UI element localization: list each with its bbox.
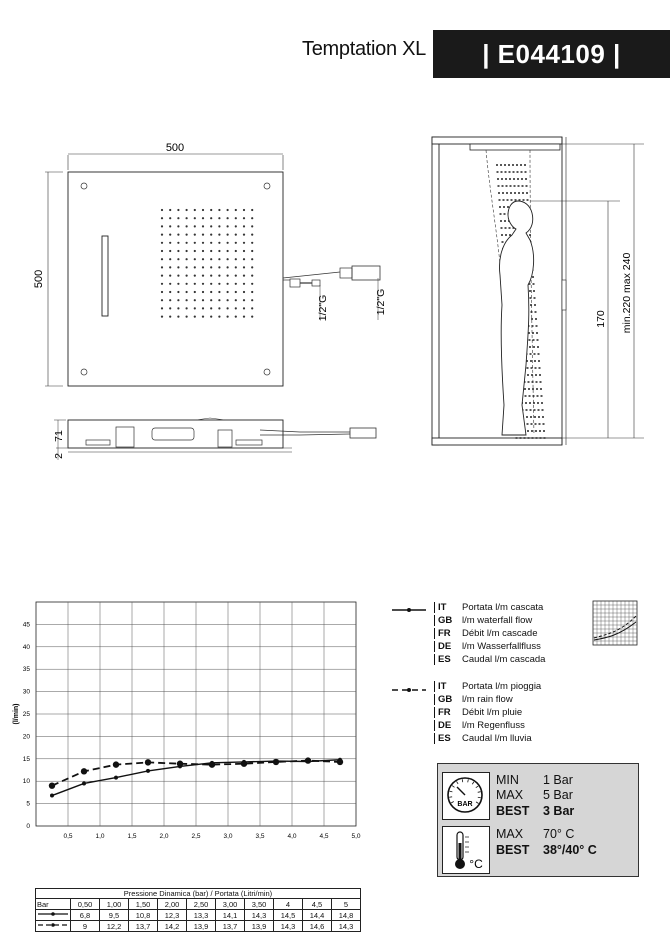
legend-lang: DE [434,641,462,652]
max-temp-value: 70° C [543,827,575,841]
x-tick-label: 3,5 [255,833,265,840]
svg-text:°C: °C [469,857,483,871]
data-point [49,782,55,788]
data-point [241,761,247,767]
data-point [145,759,151,765]
table-cell: 13,9 [245,921,274,932]
legend-text: Débit l/m cascade [462,628,538,639]
legend-item [434,693,513,706]
x-tick-label: 4,5 [319,833,329,840]
y-tick-label: 35 [22,666,30,674]
legend-item [434,719,525,732]
x-tick-label: 2,5 [191,833,201,840]
row-waterfall-symbol [36,910,71,921]
x-tick-label: 4,0 [287,833,297,840]
table-cell: 3,50 [245,899,274,910]
table-cell: 6,8 [71,910,100,921]
width-dimension: 500 [165,142,185,154]
table-cell: 4,5 [303,899,332,910]
install-height-label: 170 [595,310,607,328]
best-pressure-label: BEST [496,804,530,818]
x-tick-label: 1,0 [95,833,105,840]
technical-drawing [0,130,400,470]
table-cell: 2,50 [187,899,216,910]
min-value: 1 Bar [543,773,573,787]
row-label: Bar [36,899,71,910]
data-point [177,761,183,767]
data-point [114,776,118,780]
y-tick-label: 0 [26,823,30,830]
legend-item [434,614,532,627]
table-cell: 14,5 [274,910,303,921]
min-label: MIN [496,773,519,787]
table-title: Pressione Dinamica (bar) / Portata (Litri/min) [36,889,361,899]
table-cell: 14,3 [245,910,274,921]
table-cell: 1,00 [100,899,129,910]
pressure-gauge-icon [442,772,490,820]
legend-lang: FR [434,707,462,718]
ceiling-height-label: min.220 max 240 [621,252,633,334]
chart-grid [36,602,356,826]
table-cell: 14,1 [216,910,245,921]
table-cell: 14,2 [158,921,187,932]
y-tick-label: 5 [26,800,30,808]
table-cell: 14,3 [274,921,303,932]
thermometer-icon [442,826,490,874]
table-cell: 12,2 [100,921,129,932]
shower-panel-top-view [68,172,283,386]
legend-lang: DE [434,720,462,731]
data-point [146,769,150,773]
height-dimension: 500 [33,269,45,289]
offset-label: 2 [53,453,65,459]
table-cell: 10,8 [129,910,158,921]
data-point [209,761,215,767]
product-code: | E044109 | [433,30,670,78]
table-cell: 14,6 [303,921,332,932]
data-point [113,761,119,767]
installation-drawing [430,135,670,455]
chart-grid-icon [592,600,638,646]
y-tick-label: 40 [22,643,30,651]
table-cell: 14,4 [303,910,332,921]
table-cell: 5 [332,899,361,910]
y-tick-label: 15 [22,755,30,763]
legend-waterfall-marker [407,608,411,612]
best-temp-value: 38°/40° C [543,843,597,857]
legend-item [434,653,545,666]
table-cell: 0,50 [71,899,100,910]
data-point [305,757,311,763]
specs-box [437,763,639,877]
max-pressure-value: 5 Bar [543,788,573,802]
legend-lines [390,600,430,700]
legend-text: l/m waterfall flow [462,615,533,626]
table-cell: 4 [274,899,303,910]
shower-head-icon [470,144,560,150]
data-point [82,781,86,785]
table-cell: 14,8 [332,910,361,921]
person-silhouette [500,201,534,435]
legend-item [434,601,543,614]
table-cell: 13,7 [129,921,158,932]
connection-2-label: 1/2"G [375,288,387,316]
legend-lang: IT [434,602,462,613]
legend-text: l/m Regenfluss [462,720,525,731]
table-row [36,899,361,910]
table-cell: 1,50 [129,899,158,910]
x-tick-label: 5,0 [351,833,361,840]
legend-item [434,627,538,640]
legend-lang: ES [434,733,462,744]
product-name: Temptation XL [302,38,426,60]
data-point [50,794,54,798]
table-row [36,921,361,932]
table-cell: 13,3 [187,910,216,921]
legend-rain-marker [407,688,411,692]
legend-text: Portata l/m cascata [462,602,544,613]
table-cell: 2,00 [158,899,187,910]
table-cell: 3,00 [216,899,245,910]
data-point [81,768,87,774]
table-cell: 13,7 [216,921,245,932]
legend-item [434,706,522,719]
max-pressure-label: MAX [496,788,524,802]
best-pressure-value: 3 Bar [543,804,575,818]
y-tick-label: 10 [22,778,30,786]
legend-lang: ES [434,654,462,665]
connection-1-label: 1/2"G [317,294,329,322]
y-tick-label: 30 [22,688,30,696]
legend-text: l/m Wasserfallfluss [462,641,541,652]
shower-panel-side-view [68,420,283,448]
table-row [36,910,361,921]
legend-lang: IT [434,681,462,692]
table-cell: 9 [71,921,100,932]
svg-text:BAR: BAR [457,801,473,808]
max-temp-label: MAX [496,827,524,841]
legend-lang: GB [434,694,462,705]
row-rain-symbol [36,921,71,932]
x-tick-label: 1,5 [127,833,137,840]
table-cell: 12,3 [158,910,187,921]
chart-ylabel: (l/min) [13,703,20,725]
thickness-label: 71 [53,430,65,442]
legend-item [434,640,541,653]
data-point [337,759,343,765]
table-cell: 13,9 [187,921,216,932]
legend-lang: GB [434,615,462,626]
y-tick-label: 45 [22,621,30,629]
legend-lang: FR [434,628,462,639]
x-tick-label: 3,0 [223,833,233,840]
y-tick-label: 25 [22,711,30,718]
legend-text: Débit l/m pluie [462,707,523,718]
legend-text: Caudal l/m cascada [462,654,546,665]
legend-item [434,680,541,693]
y-tick-label: 20 [22,733,30,741]
legend-text: l/m rain flow [462,694,513,705]
table-cell: 14,3 [332,921,361,932]
x-tick-label: 0,5 [63,833,73,840]
legend-item [434,732,532,745]
table-cell: 9,5 [100,910,129,921]
legend-text: Portata l/m pioggia [462,681,542,692]
data-point [273,759,279,765]
x-tick-label: 2,0 [159,833,169,840]
legend-text: Caudal l/m lluvia [462,733,532,744]
flow-chart [0,596,370,846]
flow-table [35,888,361,932]
best-temp-label: BEST [496,843,530,857]
